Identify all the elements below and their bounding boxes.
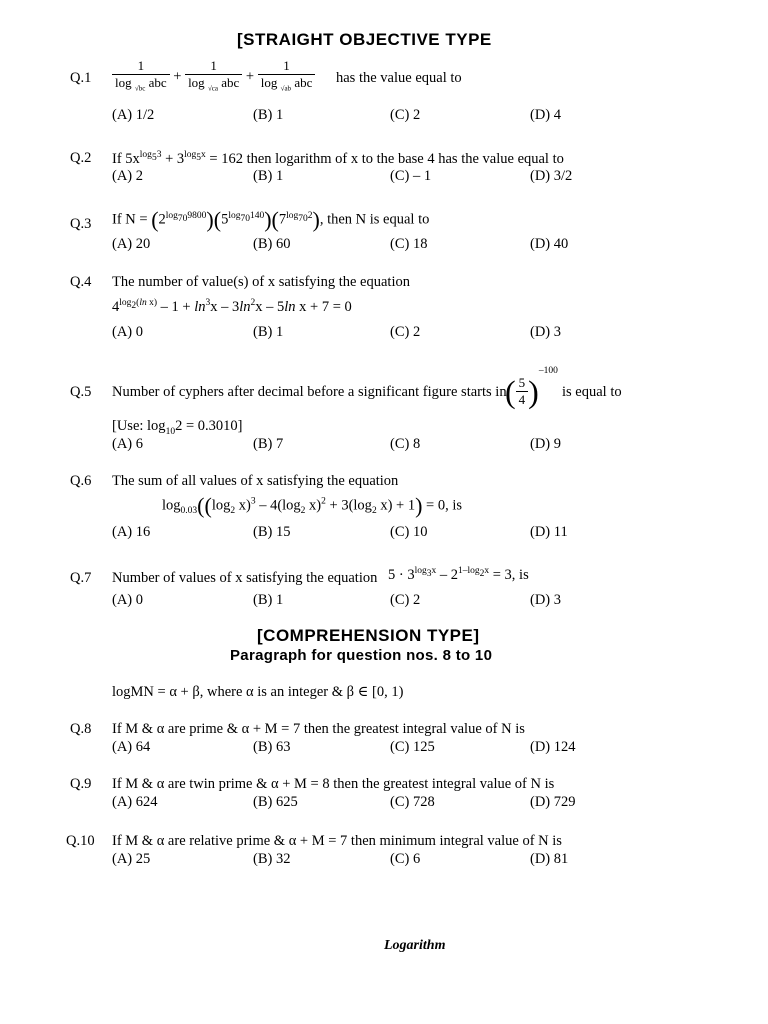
option-b: (B) 625	[253, 794, 298, 810]
option-c: (C) 6	[390, 851, 421, 867]
question-1-expression: $\frac{1}{\log _{√bc} abc}$ + $\frac{1}{\log _{√ca} abc}$ + $\frac{1}{\log _{√ab} abc}$	[112, 58, 315, 97]
section-heading-straight-objective: [STRAIGHT OBJECTIVE TYPE	[237, 30, 492, 49]
question-text: Number of values of x satisfying the equation	[112, 570, 378, 586]
option-a: (A) 2	[112, 168, 144, 184]
option-c: (C) 10	[390, 524, 428, 540]
option-a: (A) 6	[112, 436, 144, 452]
question-text: The number of value(s) of x satisfying the equation	[112, 274, 410, 290]
question-hint: [Use: $\log_{10}2 = 0.3010$]	[112, 418, 243, 437]
option-b: (B) 63	[253, 739, 291, 755]
option-d: (D) 3/2	[530, 168, 573, 184]
option-c: (C) 8	[390, 436, 421, 452]
paragraph-text: logMN = α + β, where α is an integer & β ∈ [0, 1)	[112, 684, 404, 700]
question-text: If M & α are twin prime & α + M = 8 then the greatest integral value of N is	[112, 776, 555, 792]
option-d: (D) 11	[530, 524, 568, 540]
question-text: The sum of all values of x satisfying the equation	[112, 473, 399, 489]
question-text: If $5x^{log_53} + 3^{log_5x} = 162$ then logarithm of x to the base 4 has the value equal to	[112, 150, 564, 167]
option-a: (A) 0	[112, 592, 144, 608]
option-d: (D) 729	[530, 794, 576, 810]
option-a: (A) 1/2	[112, 107, 155, 123]
paragraph-heading: Paragraph for question nos. 8 to 10	[230, 647, 493, 664]
option-a: (A) 0	[112, 324, 144, 340]
option-d: (D) 3	[530, 592, 562, 608]
option-c: (C) 2	[390, 107, 421, 123]
option-c: (C) 728	[390, 794, 435, 810]
question-text-end: is equal to	[562, 384, 622, 400]
option-b: (B) 1	[253, 592, 284, 608]
question-number: Q.7	[70, 570, 92, 586]
question-text: If $N = (2^{log_{70}9800})(5^{log_{70}140})(7^{log_{70}2})$, then N is equal to	[112, 207, 430, 232]
option-a: (A) 25	[112, 851, 151, 867]
option-d: (D) 40	[530, 236, 569, 252]
option-d: (D) 81	[530, 851, 569, 867]
question-number: Q.10	[66, 833, 95, 849]
option-b: (B) 1	[253, 107, 284, 123]
question-text: If M & α are prime & α + M = 7 then the greatest integral value of N is	[112, 721, 525, 737]
question-text: Number of cyphers after decimal before a significant figure starts in	[112, 384, 507, 400]
option-d: (D) 4	[530, 107, 562, 123]
option-c: (C) 2	[390, 324, 421, 340]
option-d: (D) 3	[530, 324, 562, 340]
option-b: (B) 7	[253, 436, 284, 452]
option-c: (C) 18	[390, 236, 428, 252]
option-b: (B) 32	[253, 851, 291, 867]
option-b: (B) 60	[253, 236, 291, 252]
page-footer: Logarithm	[384, 938, 446, 953]
option-c: (C) – 1	[390, 168, 432, 184]
option-b: (B) 1	[253, 168, 284, 184]
option-b: (B) 15	[253, 524, 291, 540]
option-a: (A) 16	[112, 524, 151, 540]
question-text: If M & α are relative prime & α + M = 7 then minimum integral value of N is	[112, 833, 562, 849]
option-a: (A) 624	[112, 794, 158, 810]
question-number: Q.6	[70, 473, 92, 489]
question-number: Q.4	[70, 274, 92, 290]
section-heading-comprehension: [COMPREHENSION TYPE]	[257, 626, 480, 645]
question-6-equation: $\log_{0.03}((\log_2$ $x)^3 - 4(\log_2$ $x)^2 + 3(\log_2$ x) + 1) = 0, is	[162, 493, 463, 518]
option-c: (C) 125	[390, 739, 435, 755]
question-number: Q.5	[70, 384, 92, 400]
question-5-expression: ( $\frac{5}{4}$ )$^{-100}$	[505, 366, 558, 410]
question-4-equation: $4^{log_2(ln x)} - 1 + \ln^3x - 3\ln^2x - 5\ln$ x + 7 = 0	[112, 298, 352, 315]
question-number: Q.2	[70, 150, 92, 166]
option-a: (A) 20	[112, 236, 151, 252]
question-number: Q.1	[70, 70, 92, 86]
option-b: (B) 1	[253, 324, 284, 340]
option-c: (C) 2	[390, 592, 421, 608]
option-d: (D) 124	[530, 739, 576, 755]
question-number: Q.9	[70, 776, 92, 792]
option-a: (A) 64	[112, 739, 151, 755]
question-7-equation: $5 \cdot 3^{log_3x} - 2^{1-log_2x} = 3$, is	[388, 566, 529, 583]
question-number: Q.8	[70, 721, 92, 737]
option-d: (D) 9	[530, 436, 562, 452]
question-number: Q.3	[70, 216, 92, 232]
question-text: has the value equal to	[336, 70, 462, 86]
